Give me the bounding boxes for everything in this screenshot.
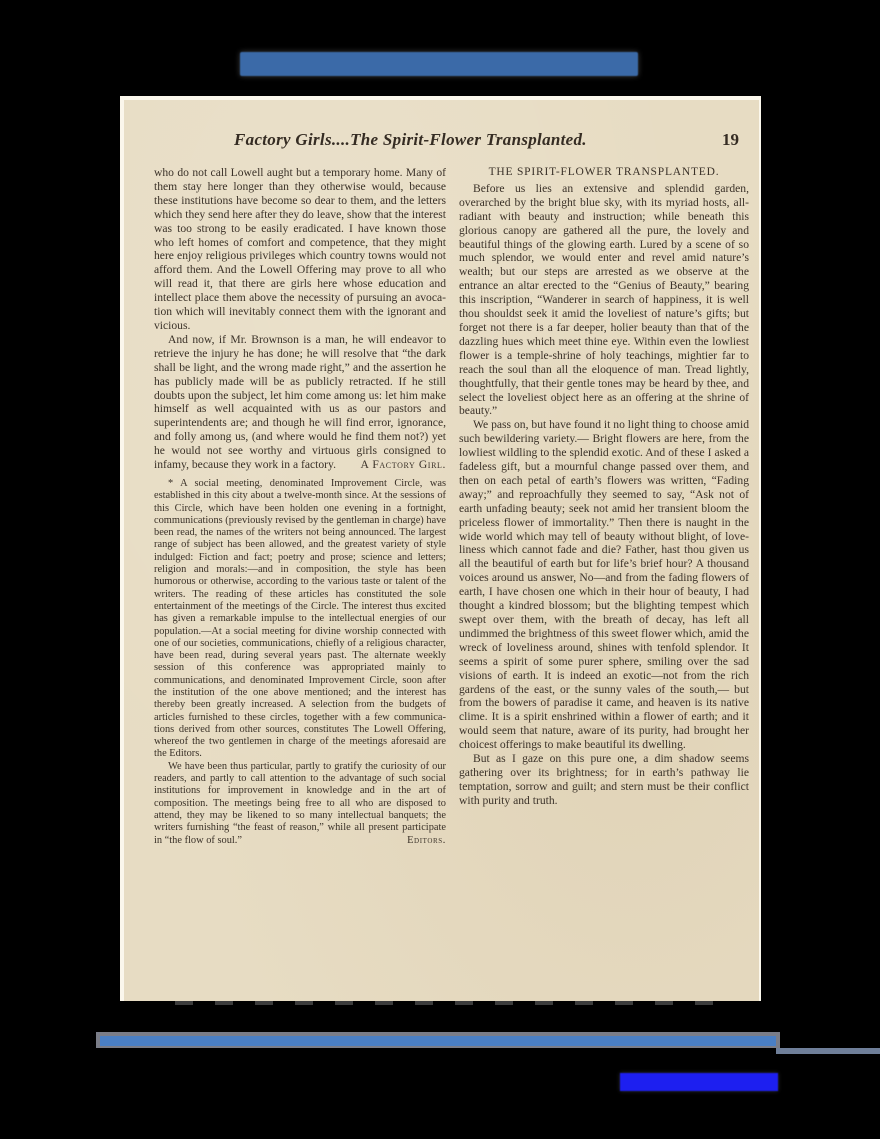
footer-divider-fill	[100, 1036, 776, 1046]
document-title-banner	[240, 52, 638, 76]
scanned-page	[124, 100, 759, 1001]
running-head: Factory Girls....The Spirit-Flower Transplanted.	[234, 130, 587, 149]
right-column	[459, 166, 749, 808]
footer-divider-tail	[776, 1048, 880, 1054]
footer-link[interactable]	[620, 1073, 778, 1091]
paragraph: And now, if Mr. Brownson is a man, he will endeavor to retrieve the injury he has done; he will resolve that “the dark shall be light, and the wrong made right,” and the assertion he has publicly made will be as publicly retracted. If he still doubts upon the subject, let him come among us: let him make himself as well acquainted with us as our pastors and superintendents are; and though he will find error, ignorance, and folly among us, (and where would he find them not?) yet he would not see worthy and virtuous girls consigned to infamy, because they work in a factory. A Factory Girl.	[154, 332, 446, 472]
footnote-paragraph: We have been thus particular, partly to gratify the curiosity of our readers, and partly to call attention to the advantage of such social institutions for improvement in knowledge and in the art of composition. The meetings being free to all who are disposed to attend, they may be likened to so many intellectual banquets; the writers furnishing “the feast of reason,” while all present participate in “the flow of soul.” Editors.	[154, 760, 446, 846]
scanned-page-frame	[120, 96, 761, 1001]
paragraph: Before us lies an extensive and splendid garden, overarched by the bright blue sky, with its myriad hosts, all-radiant with beauty and instruction; while beneath this glorious canopy are gathered all the pure, the lovely and beautiful things of the glowing earth. Lured by a scene of so much splendor, we would enter and revel amid nature’s wealth; but our steps are arrested as we observe at the entrance an altar erected to the “Genius of Beauty,” bearing this inscription, “Wanderer in search of happiness, it is well thou shouldst seek it amid the loveliest of nature’s gifts; but forget not there is a far deeper, holier beauty than that of the dazzling hues which meet thine eye. Within even the lowliest flower is a temple-shrine of holy teachings, mightier far to reach the soul than all the eloquence of man. Tread lightly, thoughtfully, that their gentle tones may be heard by thee, and select the loveliest object here as an offering at the shrine of beauty.”	[459, 181, 749, 418]
paragraph: We pass on, but have found it no light thing to choose amid such bewildering variety.— Bright flowers are here, from the lowliest wildling to the splendid exotic. And of these I asked a fadeless gift, but a mournful change passed over them, and then on each petal of earth’s flowers was written, “Fading away;” and reproachfully they seemed to say, “Ask not of earth unfading beauty; seek not amid her transient bloom the priceless flower of immortality.” Then there is naught in the wide world which may tell of beauty without blight, of loveliness which cannot fade and die? Father, hast thou given us all the beautiful of earth but for life’s brief hour? A thousand voices around us answer, No—and from the fading flowers of earth, I have chosen one which in their hour of beauty, I had thought a kindred blossom; but the blighting tempest which swept over them, with the breath of decay, has left all undimmed the brightness of this sweet flower which, amid the wreck of loveliness around, shines with tenfold splendor. It seems a spirit of some purer sphere, smiling over the sad visions of earth. It is indeed an exotic—not from the rich gardens of the east, or the sunny vales of the south,— but from the bowers of paradise it came, and heaven is its native clime. It is a spirit enshrined within a flower of earth; and it would seem that nature, aware of its purity, had brought her choicest offerings to make beautiful its dwelling.	[459, 418, 749, 752]
paragraph: who do not call Lowell aught but a temporary home. Many of them stay here longer than they otherwise would, because these institutions have become so dear to them, and the letters which they send here after they do leave, show that the interest was too strong to be easily eradicated. I have known those who left homes of comfort and competence, that they might here enjoy religious privileges which country towns would not afford them. And the Lowell Offering may prove to all who will read it, that there are girls here whose education and intellect place them above the necessity of pursuing an avocation which will inevitably connect them with the ignorant and vicious.	[154, 166, 446, 332]
footnote-paragraph: * A social meeting, denominated Improvement Circle, was established in this city about a twelve-month since. At the sessions of this Circle, which have been holden one evening in a fortnight, communications (previously revised by the gentleman in charge) have been read, the names of the writers not being announced. The largest range of subject has been allowed, and the greatest variety of style indulged: Fiction and fact; poetry and prose; science and letters; religion and morals:—and in composition, the style has been humorous or otherwise, according to the various taste or talent of the writers. The reading of these articles has constituted the sole entertainment of the meetings of the Circle. The interest thus excited has given a remarkable impulse to the intellectual energies of our population.—At a social meeting for divine worship connected with one of our societies, communications, chiefly of a religious character, have been read, during several years past. The alternate weekly session of this conference was appropriated mainly to communications, and denominated Improvement Circle, soon after the institution of the one above mentioned; and the interest has thereby been greatly increased. A selection from the budgets of articles furnished to these circles, together with a few communications derived from other sources, constitutes The Lowell Offering, whereof the two gentlemen in charge of the meetings aforesaid are the Editors.	[154, 477, 446, 760]
page-number: 19	[722, 130, 739, 149]
caption-line	[175, 1001, 735, 1005]
footnote-signature: Editors.	[407, 834, 446, 846]
article-heading: THE SPIRIT-FLOWER TRANSPLANTED.	[488, 166, 720, 178]
footer-divider-bar	[96, 1032, 780, 1048]
left-column	[154, 166, 446, 847]
signature: A Factory Girl.	[360, 458, 446, 472]
paragraph: But as I gaze on this pure one, a dim shadow seems gathering over its brightness; for in earth’s pathway lie temptation, sorrow and guilt; and stern must be their conflict with purity and truth.	[459, 752, 749, 807]
footnote	[154, 478, 446, 847]
